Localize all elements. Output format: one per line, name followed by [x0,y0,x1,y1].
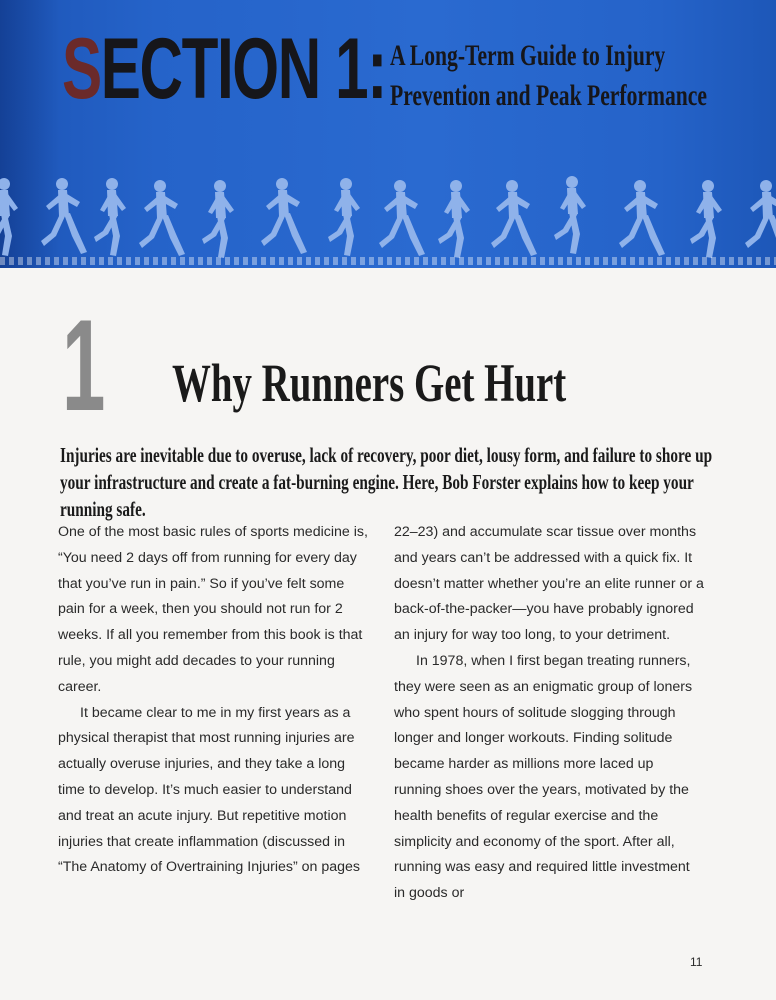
page-number: 11 [690,955,703,969]
section-label-initial: S [62,21,101,117]
chapter-title: Why Runners Get Hurt [172,353,567,413]
body-column-left [58,520,368,881]
left-paragraph-1: One of the most basic rules of sports medicine is, “You need 2 days off from running for every day that you’ve run in pain.” So if you’ve felt some pain for a week, then you should not run for 2 weeks. If all you remember from this book is that rule, you might add decades to your running career. [58,524,368,695]
left-paragraph-2: It became clear to me in my first years as a physical therapist that most running injuries are actually overuse injuries, and they take a long time to develop. It’s much easier to understand and treat an acute injury. But repetitive motion injuries that create inflammation (discussed in “The Anatomy of Overtraining Injuries” on pages [58,704,361,876]
section-subtitle-line2: Prevention and Peak Performance [390,79,707,112]
right-paragraph-1: 22–23) and accumulate scar tissue over months and years can’t be addressed with a quick fix. It doesn’t matter whether you’re an elite runner or a back-of-the-packer—you have probably ignored an injury for way too long, to your detriment. [394,524,704,644]
runner-silhouettes-strip [0,172,776,262]
chapter-number: 1 [62,292,106,438]
section-banner [0,0,776,268]
chapter-lede: Injuries are inevitable due to overuse, lack of recovery, poor diet, lousy form, and failure to shore up your infrastructure and create a fat-burning engine. Here, Bob Forster explains how to keep your running safe. [60,443,713,521]
section-subtitle-line1: A Long-Term Guide to Injury [390,39,666,72]
section-label-rest: ECTION 1: [100,21,386,117]
banner-dashed-strip [0,257,776,265]
section-subtitle [390,36,707,116]
right-paragraph-2: In 1978, when I first began treating runners, they were seen as an enigmatic group of loners who spent hours of solitude slogging through longer and longer workouts. Finding solitude became harder as millions more laced up running shoes over the years, motivated by the health benefits of regular exercise and the simplicity and economy of the sport. After all, running was easy and required little investment in goods or [394,652,693,902]
body-column-right [394,520,704,907]
section-label [62,21,386,117]
